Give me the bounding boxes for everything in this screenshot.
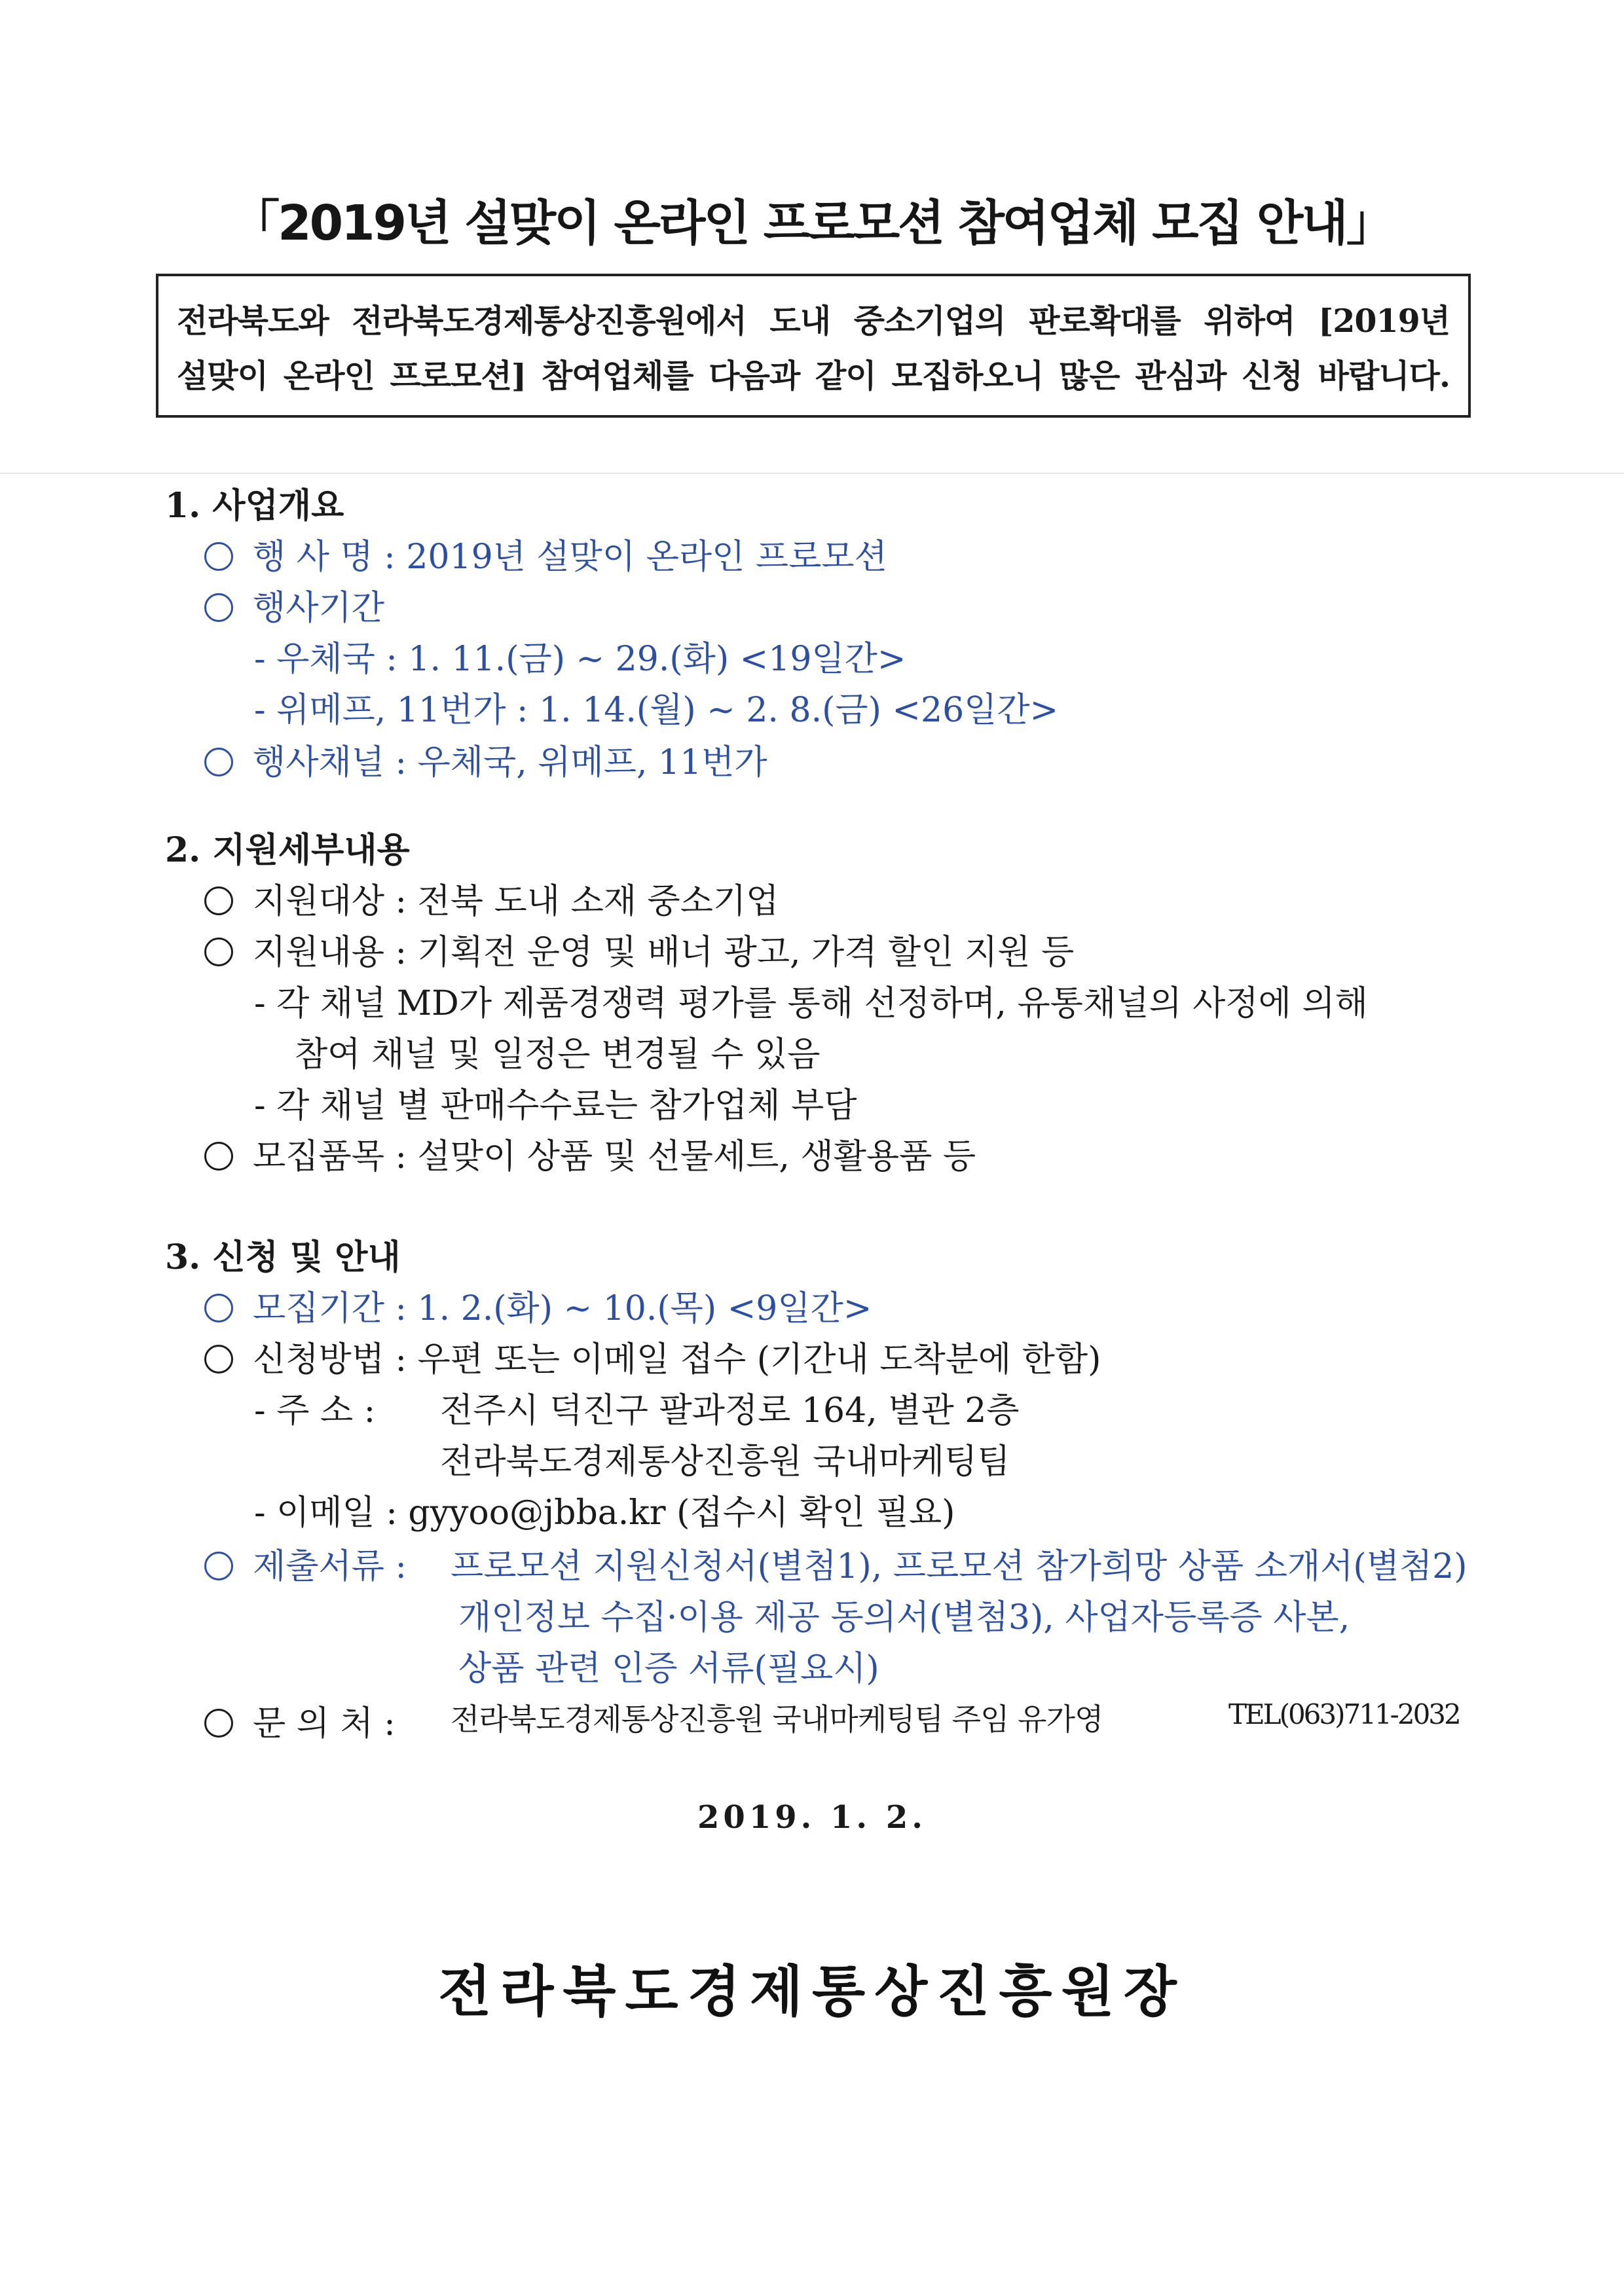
support-content-text: 지원내용 : 기획전 운영 및 배너 광고, 가격 할인 지원 등 xyxy=(253,933,1075,972)
event-period-label: 행사기간 xyxy=(253,589,384,628)
event-name-text: 행 사 명 : 2019년 설맞이 온라인 프로모션 xyxy=(253,538,887,577)
documents-label: 제출서류 : xyxy=(253,1547,407,1586)
intro-box xyxy=(156,274,1471,418)
intro-line-1: 전라북도와 전라북도경제통상진흥원에서 도내 중소기업의 판로확대를 위하여 [2019년 xyxy=(177,302,1450,340)
email-line: - 이메일 : gyyoo@jbba.kr (접수시 확인 필요) xyxy=(254,1493,955,1533)
contact-line xyxy=(204,1696,396,1745)
note-fee: - 각 채널 별 판매수수료는 참가업체 부담 xyxy=(254,1086,857,1125)
note-selection-cont: 참여 채널 및 일정은 변경될 수 있음 xyxy=(295,1035,821,1074)
documents-line xyxy=(204,1539,407,1588)
support-target-line xyxy=(204,873,779,922)
circle-bullet-icon xyxy=(204,748,233,776)
address-line-2: 전라북도경제통상진흥원 국내마케팅팀 xyxy=(440,1442,1010,1482)
documents-3: 상품 관련 인증 서류(필요시) xyxy=(458,1649,879,1688)
circle-bullet-icon xyxy=(204,886,233,915)
circle-bullet-icon xyxy=(204,1294,233,1322)
support-target-text: 지원대상 : 전북 도내 소재 중소기업 xyxy=(253,882,779,921)
document-date: 2019. 1. 2. xyxy=(697,1799,927,1836)
signature-issuer: 전라북도경제통상진흥원장 xyxy=(438,1959,1186,2024)
address-line-1: 전주시 덕진구 팔과정로 164, 별관 2층 xyxy=(440,1391,1020,1430)
contact-tel: TEL(063)711-2032 xyxy=(1228,1698,1460,1730)
circle-bullet-icon xyxy=(204,1709,233,1738)
documents-1: 프로모션 지원신청서(별첨1), 프로모션 참가희망 상품 소개서(별첨2) xyxy=(451,1547,1467,1586)
event-period-line xyxy=(204,580,384,629)
fold-line xyxy=(0,473,1624,474)
period-wemakeprice: - 위메프, 11번가 : 1. 14.(월) ~ 2. 8.(금) <26일간> xyxy=(254,691,1059,730)
intro-line-2: 설맞이 온라인 프로모션] 참여업체를 다음과 같이 모집하오니 많은 관심과 신청 바랍니다. xyxy=(177,357,1450,395)
circle-bullet-icon xyxy=(204,593,233,622)
contact-label: 문 의 처 : xyxy=(253,1704,396,1743)
section-1-heading: 1. 사업개요 xyxy=(165,486,344,526)
event-channel-line xyxy=(204,735,767,784)
documents-2: 개인정보 수집·이용 제공 동의서(별첨3), 사업자등록증 사본, xyxy=(458,1598,1350,1637)
recruit-items-text: 모집품목 : 설맞이 상품 및 선물세트, 생활용품 등 xyxy=(253,1137,976,1176)
event-channel-text: 행사채널 : 우체국, 위메프, 11번가 xyxy=(253,743,767,782)
apply-method-line xyxy=(204,1332,1101,1381)
event-name-line xyxy=(204,529,887,578)
section-3-heading: 3. 신청 및 안내 xyxy=(165,1237,401,1277)
circle-bullet-icon xyxy=(204,1345,233,1374)
circle-bullet-icon xyxy=(204,938,233,966)
section-2-heading: 2. 지원세부내용 xyxy=(165,830,410,870)
apply-method-text: 신청방법 : 우편 또는 이메일 접수 (기간내 도착분에 한함) xyxy=(253,1340,1101,1379)
period-post: - 우체국 : 1. 11.(금) ~ 29.(화) <19일간> xyxy=(254,640,906,679)
support-content-line xyxy=(204,924,1074,974)
document-title: 「2019년 설맞이 온라인 프로모션 참여업체 모집 안내」 xyxy=(231,195,1393,251)
contact-value: 전라북도경제통상진흥원 국내마케팅팀 주임 유가영 xyxy=(451,1702,1103,1737)
address-label: - 주 소 : xyxy=(254,1391,376,1430)
circle-bullet-icon xyxy=(204,1142,233,1171)
recruit-period-text: 모집기간 : 1. 2.(화) ~ 10.(목) <9일간> xyxy=(253,1289,872,1328)
circle-bullet-icon xyxy=(204,542,233,571)
circle-bullet-icon xyxy=(204,1552,233,1580)
recruit-items-line xyxy=(204,1129,976,1178)
recruit-period-line xyxy=(204,1281,872,1330)
note-selection: - 각 채널 MD가 제품경쟁력 평가를 통해 선정하며, 유통채널의 사정에 의해 xyxy=(254,984,1368,1023)
